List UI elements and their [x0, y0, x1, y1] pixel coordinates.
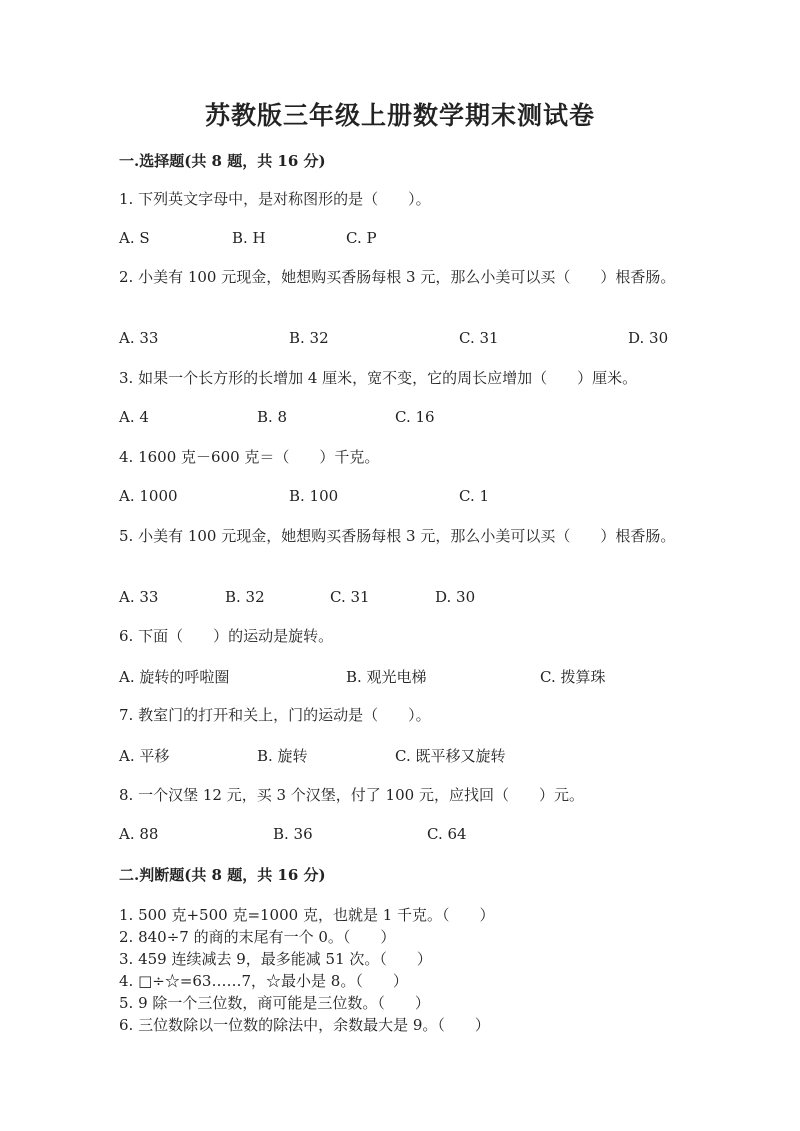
section-heading-choice: 一.选择题(共 8 题，共 16 分) [119, 152, 326, 170]
q8-option-b: B. 36 [273, 825, 313, 843]
q5-option-d: D. 30 [435, 588, 476, 606]
question-1: 1. 下列英文字母中，是对称图形的是（ ）。 [119, 190, 431, 208]
q4-option-c: C. 1 [459, 487, 490, 505]
q5-option-a: A. 33 [119, 588, 159, 606]
q4-option-b: B. 100 [289, 487, 339, 505]
tf-item-4: 4. □÷☆=63……7，☆最小是 8。（ ） [119, 972, 408, 990]
q4-option-a: A. 1000 [119, 487, 178, 505]
q5-option-c: C. 31 [330, 588, 370, 606]
question-5: 5. 小美有 100 元现金，她想购买香肠每根 3 元，那么小美可以买（ ）根香肠。 [119, 527, 676, 545]
q2-option-c: C. 31 [459, 329, 499, 347]
q2-option-d: D. 30 [628, 329, 669, 347]
tf-item-5: 5. 9 除一个三位数，商可能是三位数。（ ） [119, 994, 430, 1012]
question-8: 8. 一个汉堡 12 元，买 3 个汉堡，付了 100 元，应找回（ ）元。 [119, 786, 584, 804]
q1-option-b: B. H [232, 229, 266, 247]
q5-option-b: B. 32 [225, 588, 265, 606]
q2-option-b: B. 32 [289, 329, 329, 347]
page-title: 苏教版三年级上册数学期末测试卷 [204, 101, 595, 130]
question-4: 4. 1600 克－600 克＝（ ）千克。 [119, 448, 380, 466]
q7-option-b: B. 旋转 [257, 747, 308, 765]
q3-option-b: B. 8 [257, 408, 288, 426]
q8-option-c: C. 64 [427, 825, 467, 843]
q3-option-c: C. 16 [395, 408, 435, 426]
section-heading-true-false: 二.判断题(共 8 题，共 16 分) [119, 866, 326, 884]
tf-item-1: 1. 500 克+500 克=1000 克，也就是 1 千克。（ ） [119, 906, 495, 924]
q7-option-c: C. 既平移又旋转 [395, 747, 506, 765]
q6-option-b: B. 观光电梯 [346, 668, 427, 686]
q3-option-a: A. 4 [119, 408, 149, 426]
q6-option-c: C. 拨算珠 [540, 668, 606, 686]
q8-option-a: A. 88 [119, 825, 159, 843]
q2-option-a: A. 33 [119, 329, 159, 347]
tf-item-6: 6. 三位数除以一位数的除法中，余数最大是 9。（ ） [119, 1016, 490, 1034]
q1-option-a: A. S [119, 229, 150, 247]
tf-item-3: 3. 459 连续减去 9，最多能减 51 次。（ ） [119, 950, 432, 968]
q1-option-c: C. P [346, 229, 377, 247]
question-7: 7. 教室门的打开和关上，门的运动是（ ）。 [119, 706, 431, 724]
question-2: 2. 小美有 100 元现金，她想购买香肠每根 3 元，那么小美可以买（ ）根香肠。 [119, 268, 676, 286]
question-6: 6. 下面（ ）的运动是旋转。 [119, 627, 334, 645]
q7-option-a: A. 平移 [119, 747, 170, 765]
question-3: 3. 如果一个长方形的长增加 4 厘米，宽不变，它的周长应增加（ ）厘米。 [119, 369, 638, 387]
q6-option-a: A. 旋转的呼啦圈 [119, 668, 230, 686]
tf-item-2: 2. 840÷7 的商的末尾有一个 0。（ ） [119, 928, 396, 946]
